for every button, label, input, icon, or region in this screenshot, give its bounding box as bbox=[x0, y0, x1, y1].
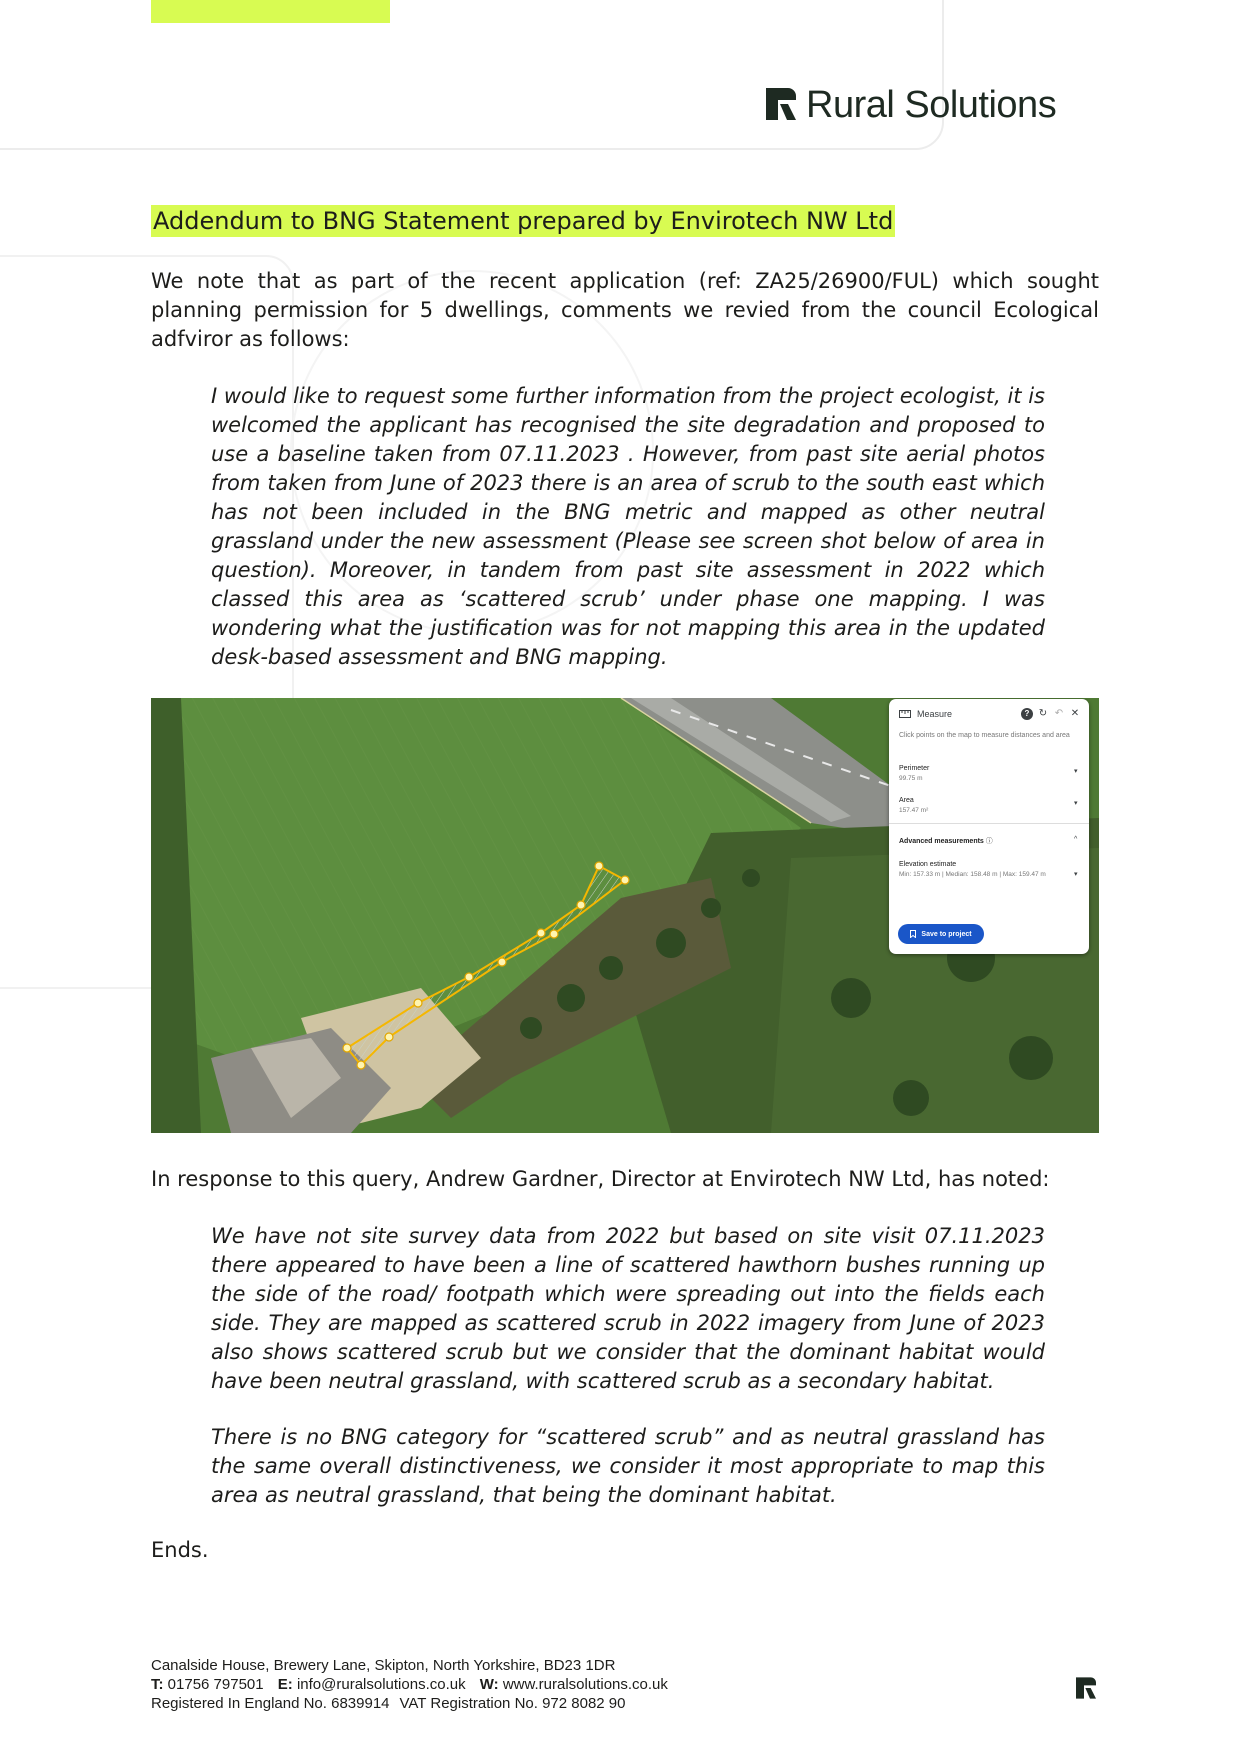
help-icon[interactable]: ? bbox=[1021, 708, 1033, 720]
info-icon: ⓘ bbox=[985, 838, 993, 845]
measure-instructions: Click points on the map to measure distances and area bbox=[899, 732, 1070, 739]
measure-header bbox=[899, 707, 1081, 721]
ruler-icon bbox=[899, 710, 911, 718]
response-paragraph: In response to this query, Andrew Gardner, Director at Envirotech NW Ltd, has noted: bbox=[151, 1167, 1050, 1191]
accent-bar bbox=[151, 0, 390, 23]
ecologist-quote: I would like to request some further information from the project ecologist, it is welcomed the applicant has recognised the site degradation and proposed to use a baseline taken from 07.11.2023 . However, from past site aerial photos from taken from June of 2023 there is an area of scrub to the south east which has not been included in the BNG metric and mapped as other neutral grassland under the new assessment (Please see screen shot below of area in question). Moreover, in tandem from past site assessment in 2022 which classed this area as ‘scattered scrub’ under phase one mapping. I was wondering what the justification was for not mapping this area in the updated desk-based assessment and BNG mapping. bbox=[211, 384, 1045, 669]
measure-title: Measure bbox=[917, 709, 953, 719]
footer bbox=[151, 1656, 668, 1713]
refresh-icon[interactable]: ↻ bbox=[1038, 708, 1048, 719]
chevron-up-icon[interactable]: ^ bbox=[1074, 836, 1078, 843]
header-logo bbox=[766, 84, 1056, 127]
area-expand-icon[interactable]: ▾ bbox=[1074, 800, 1078, 807]
footer-website[interactable]: www.ruralsolutions.co.uk bbox=[502, 1676, 668, 1693]
footer-email[interactable]: info@ruralsolutions.co.uk bbox=[296, 1676, 466, 1693]
rural-solutions-r-icon bbox=[766, 88, 796, 124]
footer-contacts: T: 01756 797501 E: info@ruralsolutions.co.uk W: www.ruralsolutions.co.uk bbox=[151, 1676, 668, 1693]
elevation-label: Elevation estimate bbox=[899, 861, 957, 868]
aerial-photo-screenshot bbox=[151, 698, 1099, 1133]
save-to-project-button[interactable]: Save to project bbox=[898, 924, 984, 944]
document-heading: Addendum to BNG Statement prepared by Envirotech NW Ltd bbox=[153, 207, 894, 235]
elevation-value: Min: 157.33 m | Median: 158.48 m | Max: 159.47 m bbox=[899, 871, 1046, 878]
close-icon[interactable]: ✕ bbox=[1070, 708, 1080, 719]
footer-phone: 01756 797501 bbox=[167, 1676, 264, 1693]
footer-logo-icon bbox=[1076, 1677, 1096, 1703]
footer-registration: Registered In England No. 6839914 VAT Registration No. 972 8082 90 bbox=[151, 1695, 626, 1712]
footer-address: Canalside House, Brewery Lane, Skipton, North Yorkshire, BD23 1DR bbox=[151, 1657, 616, 1674]
decorative-frame-top bbox=[0, 0, 944, 150]
undo-icon[interactable]: ↶ bbox=[1054, 708, 1064, 719]
brand-name: Rural Solutions bbox=[806, 84, 1057, 126]
area-value: 157.47 m² bbox=[899, 807, 929, 814]
perimeter-label: Perimeter bbox=[899, 765, 930, 772]
ecologist-response-quote: We have not site survey data from 2022 but based on site visit 07.11.2023 there appeared to have been a line of scattered hawthorn bushes running up the side of the road/ footpath which were spreading out into the fields each side. They are mapped as scattered scrub in 2022 imagery from June of 2023 also shows scattered scrub but we consider that the dominant habitat would have been neutral grassland, with scattered scrub as a secondary habitat. bbox=[211, 1224, 1045, 1393]
perimeter-expand-icon[interactable]: ▾ bbox=[1074, 768, 1078, 775]
measure-panel bbox=[889, 699, 1089, 954]
advanced-measurements-label[interactable]: Advanced measurements ⓘ bbox=[899, 838, 993, 845]
ends-text: Ends. bbox=[151, 1538, 209, 1562]
area-label: Area bbox=[899, 797, 914, 804]
bng-category-quote: There is no BNG category for “scattered scrub” and as neutral grassland has the same overall distinctiveness, we consider it most appropriate to map this area as neutral grassland, that being the dominant habitat. bbox=[211, 1425, 1045, 1507]
intro-paragraph: We note that as part of the recent application (ref: ZA25/26900/FUL) which sought planning permission for 5 dwellings, comments we revied from the council Ecological adfviror as follows: bbox=[151, 269, 1099, 351]
elevation-expand-icon[interactable]: ▾ bbox=[1074, 871, 1078, 878]
perimeter-value: 99.75 m bbox=[899, 775, 923, 782]
divider bbox=[889, 823, 1089, 824]
bookmark-icon bbox=[910, 930, 916, 938]
